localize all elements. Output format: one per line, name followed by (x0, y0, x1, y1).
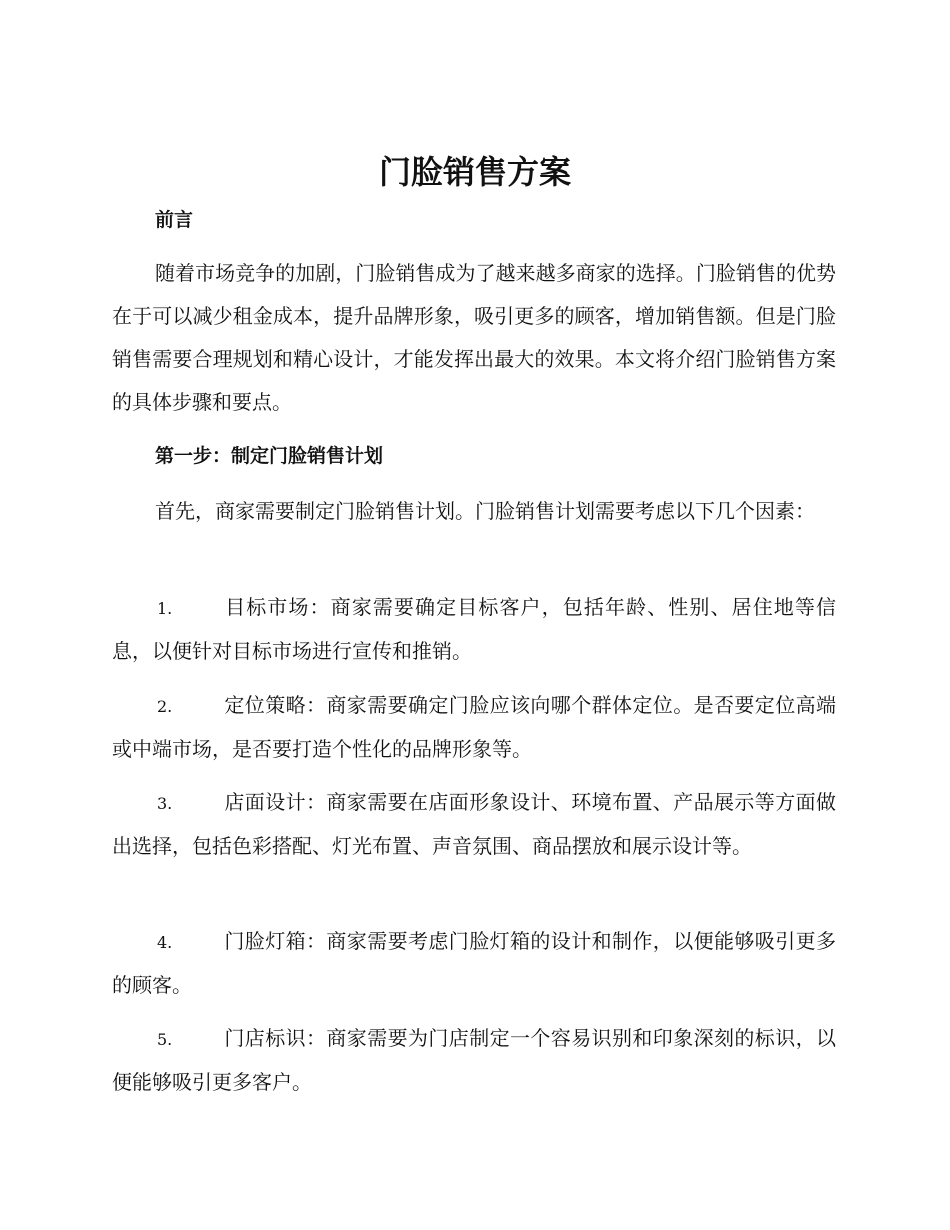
list-item-text: 定位策略：商家需要确定门脸应该向哪个群体定位。是否要定位高端或中端市场，是否要打造个性化的品牌形象等。 (112, 693, 836, 761)
list-item-text: 门脸灯箱：商家需要考虑门脸灯箱的设计和制作，以便能够吸引更多的顾客。 (112, 929, 836, 997)
list-item-text: 目标市场：商家需要确定目标客户，包括年龄、性别、居住地等信息，以便针对目标市场进行宣传和推销。 (112, 595, 836, 663)
list-item-number: 2. (157, 697, 173, 716)
step1-intro-paragraph: 首先，商家需要制定门脸销售计划。门脸销售计划需要考虑以下几个因素： (155, 499, 815, 523)
list-item-number: 3. (157, 794, 173, 813)
preface-paragraph: 随着市场竞争的加剧，门脸销售成为了越来越多商家的选择。门脸销售的优势在于可以减少租金成本，提升品牌形象，吸引更多的顾客，增加销售额。但是门脸销售需要合理规划和精心设计，才能发挥出最大的效果。本文将介绍门脸销售方案的具体步骤和要点。 (112, 261, 836, 414)
list-item-number: 1. (157, 599, 173, 618)
list-item (112, 586, 836, 673)
document-title: 门脸销售方案 (378, 153, 571, 191)
step1-heading: 第一步：制定门脸销售计划 (155, 445, 384, 467)
list-item-text: 门店标识：商家需要为门店制定一个容易识别和印象深刻的标识，以便能够吸引更多客户。 (112, 1026, 836, 1094)
preface-heading: 前言 (155, 209, 194, 231)
list-item (112, 1017, 836, 1104)
list-item (112, 684, 836, 771)
list-item-text: 店面设计：商家需要在店面形象设计、环境布置、产品展示等方面做出选择，包括色彩搭配、灯光布置、声音氛围、商品摆放和展示设计等。 (112, 790, 836, 858)
list-item (112, 781, 836, 868)
list-item-number: 5. (157, 1030, 173, 1049)
list-item (112, 920, 836, 1007)
list-item-number: 4. (157, 933, 173, 952)
